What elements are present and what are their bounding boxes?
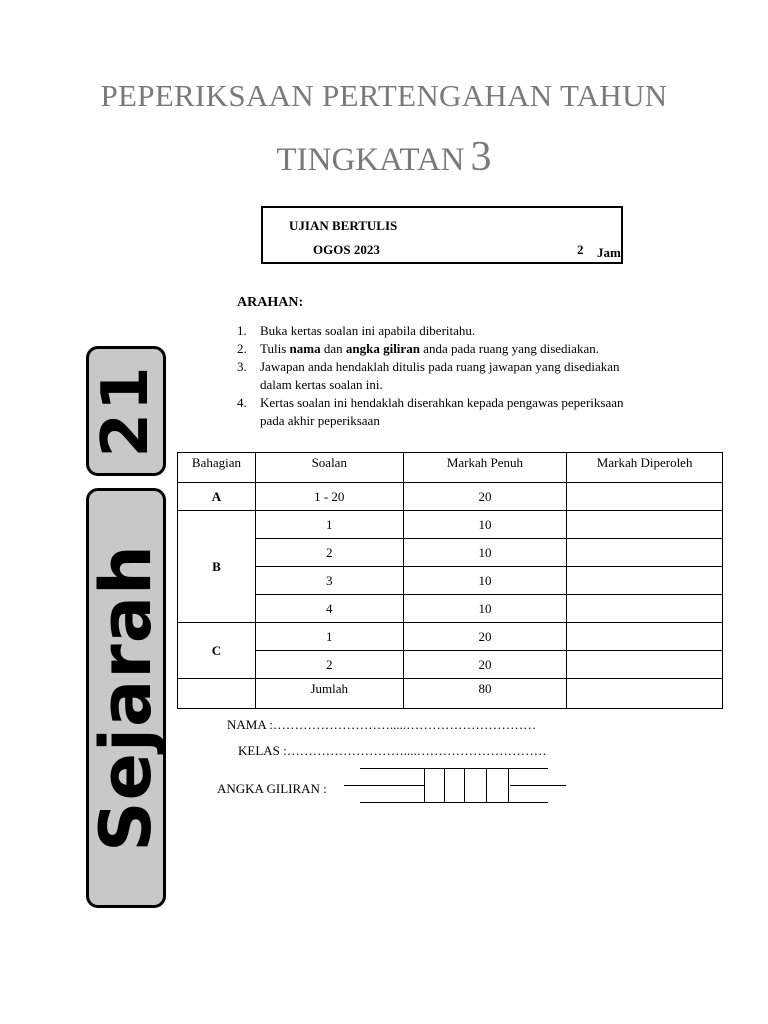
markah-penuh-cell: 10: [403, 595, 567, 623]
exam-info-box: [261, 206, 623, 264]
soalan-cell: 1: [255, 623, 403, 651]
exam-duration-unit: Jam: [597, 245, 621, 260]
table-row: [178, 623, 723, 651]
instruction-number: 3.: [237, 359, 247, 374]
markah-diperoleh-cell[interactable]: [567, 511, 723, 539]
instruction-item: [237, 358, 677, 394]
giliran-divider: [486, 768, 487, 802]
markah-diperoleh-cell[interactable]: [567, 595, 723, 623]
markah-penuh-cell: 20: [403, 651, 567, 679]
table-row: [178, 595, 723, 623]
form-number: 3: [470, 134, 492, 180]
total-markah-penuh-cell: 80: [403, 679, 567, 709]
markah-diperoleh-cell[interactable]: [567, 567, 723, 595]
exam-type: UJIAN BERTULIS: [289, 218, 398, 233]
header-soalan: Soalan: [255, 453, 403, 483]
instruction-item: [237, 340, 677, 358]
giliran-left-dash: [344, 785, 424, 786]
angka-giliran-label: ANGKA GILIRAN :: [217, 781, 327, 796]
exam-date: OGOS 2023: [313, 242, 380, 257]
nama-field[interactable]: NAMA :……………………….....…………………………: [227, 717, 537, 732]
total-bahagian-cell: [178, 679, 256, 709]
instruction-number: 1.: [237, 323, 247, 338]
angka-giliran-boxes[interactable]: [340, 768, 570, 804]
table-row: [178, 511, 723, 539]
markah-diperoleh-cell[interactable]: [567, 483, 723, 511]
markah-diperoleh-cell[interactable]: [567, 539, 723, 567]
form-title: [0, 133, 768, 181]
side-subject-text: Sejarah: [85, 544, 167, 852]
giliran-divider: [464, 768, 465, 802]
giliran-right-dash: [510, 785, 566, 786]
instructions-title: ARAHAN:: [237, 295, 304, 310]
markah-penuh-cell: 20: [403, 623, 567, 651]
table-row: [178, 567, 723, 595]
form-title-label: TINGKATAN: [276, 142, 465, 178]
total-label-cell: Jumlah: [255, 679, 403, 709]
header-markah-penuh: Markah Penuh: [403, 453, 567, 483]
giliran-top-line: [360, 768, 548, 769]
markah-diperoleh-cell[interactable]: [567, 623, 723, 651]
bahagian-cell: B: [178, 511, 256, 623]
exam-title: PEPERIKSAAN PERTENGAHAN TAHUN: [100, 78, 668, 113]
exam-duration: 2: [577, 242, 584, 257]
side-subject-label: [86, 488, 166, 908]
soalan-cell: 2: [255, 651, 403, 679]
marks-table: [177, 452, 723, 709]
giliran-divider: [424, 768, 425, 802]
side-number-text: 21: [89, 364, 163, 458]
instructions-list: [237, 322, 677, 430]
soalan-cell: 2: [255, 539, 403, 567]
side-number-label: [86, 346, 166, 476]
markah-diperoleh-cell[interactable]: [567, 651, 723, 679]
soalan-cell: 1 - 20: [255, 483, 403, 511]
instruction-text: Jawapan anda hendaklah ditulis pada ruang jawapan yang disediakan dalam kertas soalan ini.: [260, 359, 620, 392]
instruction-text: Tulis nama dan angka giliran anda pada ruang yang disediakan.: [260, 341, 599, 356]
marks-table-header: [178, 453, 723, 483]
giliran-bottom-line: [360, 802, 548, 803]
bahagian-cell: C: [178, 623, 256, 679]
giliran-divider: [508, 768, 509, 802]
markah-penuh-cell: 10: [403, 539, 567, 567]
table-row: [178, 651, 723, 679]
giliran-divider: [444, 768, 445, 802]
instruction-number: 4.: [237, 395, 247, 410]
markah-penuh-cell: 20: [403, 483, 567, 511]
instruction-text: Kertas soalan ini hendaklah diserahkan kepada pengawas peperiksaan pada akhir peperiksaan: [260, 395, 624, 428]
instruction-item: [237, 322, 677, 340]
instruction-item: [237, 394, 677, 430]
instruction-text: Buka kertas soalan ini apabila diberitahu.: [260, 323, 476, 338]
total-markah-diperoleh-cell[interactable]: [567, 679, 723, 709]
soalan-cell: 4: [255, 595, 403, 623]
header-markah-diperoleh: Markah Diperoleh: [567, 453, 723, 483]
markah-penuh-cell: 10: [403, 567, 567, 595]
soalan-cell: 1: [255, 511, 403, 539]
table-row: [178, 483, 723, 511]
total-row: [178, 679, 723, 709]
kelas-field[interactable]: KELAS :………………………....…………………………: [238, 743, 547, 758]
markah-penuh-cell: 10: [403, 511, 567, 539]
instruction-number: 2.: [237, 341, 247, 356]
bahagian-cell: A: [178, 483, 256, 511]
header-bahagian: Bahagian: [178, 453, 256, 483]
soalan-cell: 3: [255, 567, 403, 595]
table-row: [178, 539, 723, 567]
